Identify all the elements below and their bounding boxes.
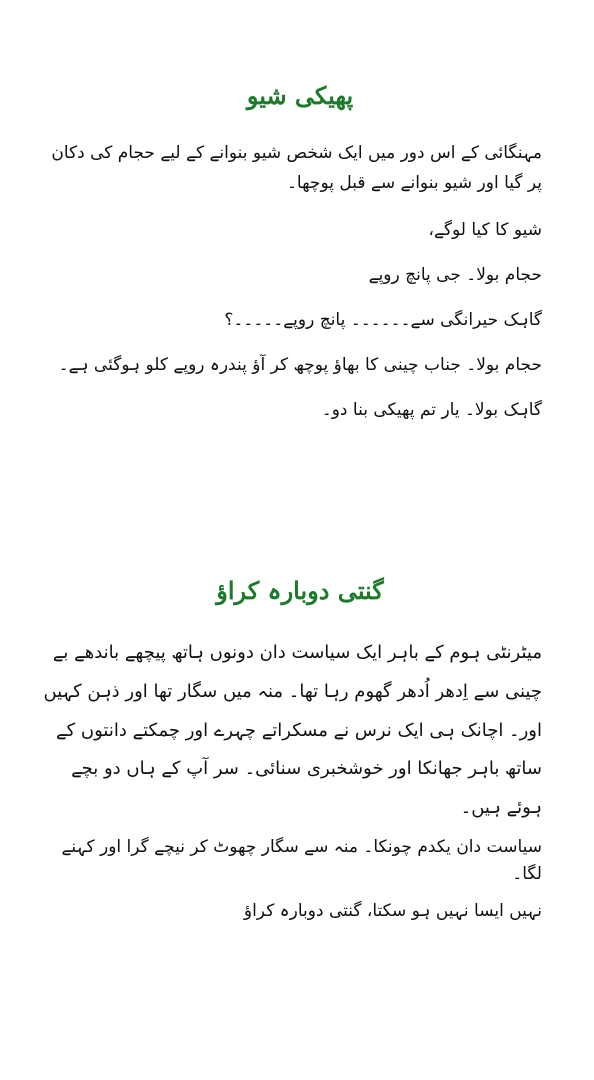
story-paragraph: حجام بولا۔ جناب چینی کا بھاؤ پوچھ کر آؤ پندرہ روپے کلو ہوگئی ہے۔ <box>58 355 542 376</box>
story-paragraph: شیو کا کیا لوگے، <box>428 219 542 240</box>
story-paragraph: نہیں ایسا نہیں ہو سکتا، گنتی دوبارہ کراؤ <box>243 901 542 921</box>
story-paragraph: حجام بولا۔ جی پانچ روپے <box>368 264 542 285</box>
story-recount <box>40 575 560 935</box>
story-paragraph: میٹرنٹی ہوم کے باہر ایک سیاست دان دونوں ہاتھ پیچھے باندھے بے چینی سے اِدھر اُدھر گھوم رہا تھا۔ منہ میں سگار تھا اور ذہن کہیں اور۔ اچانک ہی ایک نرس نے مسکراتے چہرے اور چمکتے دانتوں کے ساتھ باہر جھانکا اور خوشخبری سنائی۔ سر آپ کے ہاں دو بچے ہوئے ہیں۔ <box>43 642 542 818</box>
story-paragraph: سیاست دان یکدم چونکا۔ منہ سے سگار چھوٹ کر نیچے گرا اور کہنے لگا۔ <box>61 836 542 884</box>
story-title: پھیکی شیو <box>246 81 354 110</box>
story-paragraph: گاہک بولا۔ یار تم پھیکی بنا دو۔ <box>321 400 542 421</box>
story-paragraph: مہنگائی کے اس دور میں ایک شخص شیو بنوانے کے لیے حجام کی دکان پر گیا اور شیو بنوانے سے قبل پوچھا۔ <box>51 143 542 193</box>
story-title: گنتی دوبارہ کراؤ <box>216 576 384 605</box>
story-paragraph: گاہک حیرانگی سے۔۔۔۔۔۔ پانچ روپے۔۔۔۔۔؟ <box>224 310 542 331</box>
story-phiki-shave <box>40 80 560 443</box>
